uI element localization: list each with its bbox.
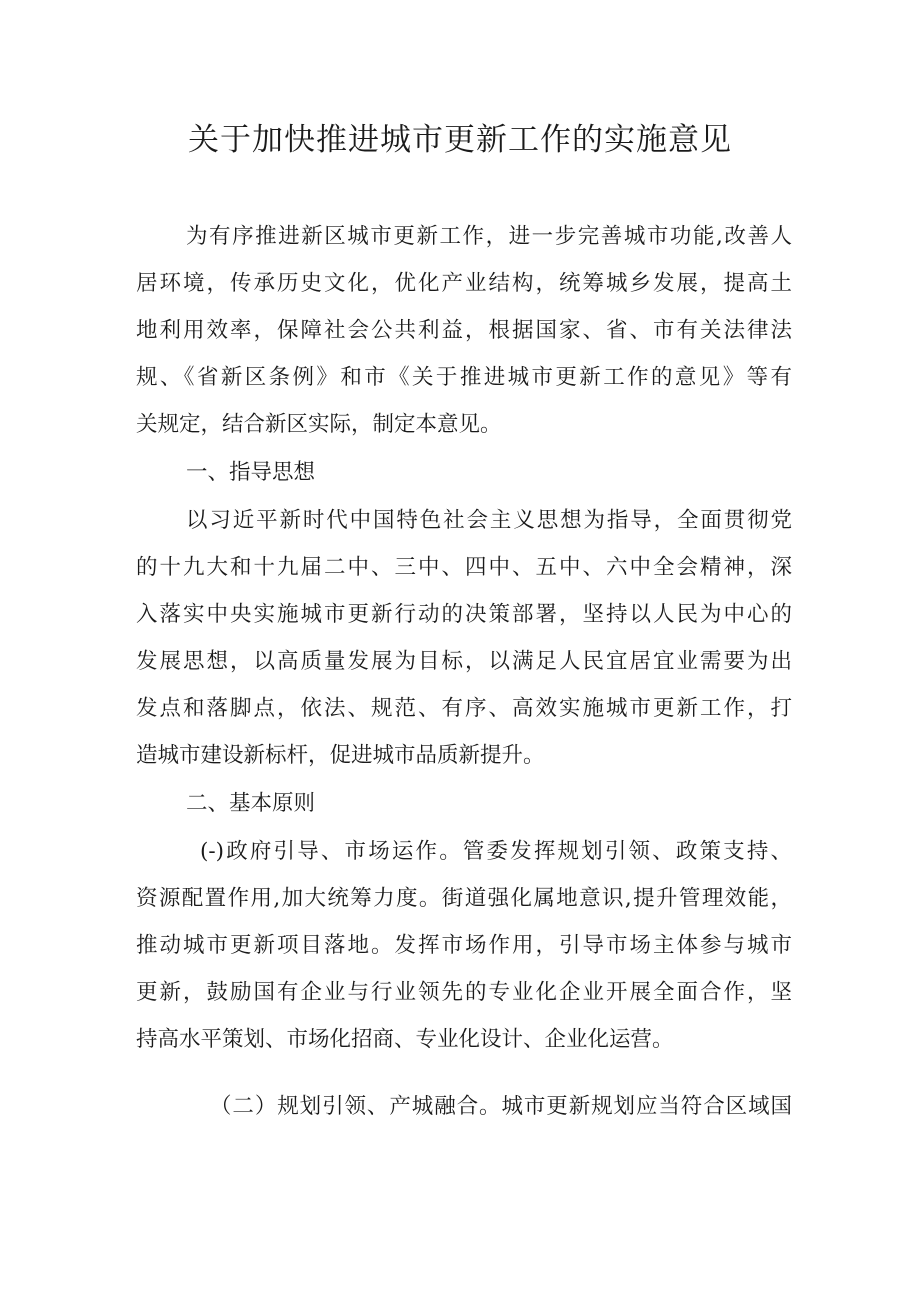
paragraph-line: 更新，鼓励国有企业与行业领先的专业化企业开展全面合作，坚: [136, 980, 792, 1005]
document-title: 关于加快推进城市更新工作的实施意见: [188, 122, 732, 158]
paragraph-line: 造城市建设新标杆，促进城市品质新提升。: [136, 743, 545, 768]
paragraph-line: 规、《省新区条例》和市《关于推进城市更新工作的意见》等有: [136, 365, 792, 390]
section-heading: 二、基本原则: [186, 791, 316, 816]
paragraph-line: 入落实中央实施城市更新行动的决策部署，坚持以人民为中心的: [136, 602, 792, 627]
paragraph-line: 关规定，结合新区实际，制定本意见。: [136, 412, 502, 437]
paragraph-line: 为有序推进新区城市更新工作，进一步完善城市功能,改善人: [186, 224, 792, 249]
section-heading: 一、指导思想: [186, 460, 316, 485]
paragraph-line: 发点和落脚点，依法、规范、有序、高效实施城市更新工作，打: [136, 696, 792, 721]
paragraph-line: （二）规划引领、产城融合。城市更新规划应当符合区域国: [210, 1094, 792, 1119]
paragraph-line: 发展思想，以高质量发展为目标，以满足人民宜居宜业需要为出: [136, 649, 792, 674]
paragraph-line: 的十九大和十九届二中、三中、四中、五中、六中全会精神，深: [136, 555, 792, 580]
paragraph-line: (-)政府引导、市场运作。管委发挥规划引领、政策支持、: [200, 839, 792, 864]
paragraph-line: 以习近平新时代中国特色社会主义思想为指导，全面贯彻党: [186, 508, 792, 533]
paragraph-line: 资源配置作用,加大统筹力度。街道强化属地意识,提升管理效能，: [136, 886, 792, 911]
paragraph-line: 居环境，传承历史文化，优化产业结构，统筹城乡发展，提高土: [136, 271, 792, 296]
paragraph-line: 地利用效率，保障社会公共利益，根据国家、省、市有关法律法: [136, 318, 792, 343]
paragraph-line: 推动城市更新项目落地。发挥市场作用，引导市场主体参与城市: [136, 933, 792, 958]
paragraph-line: 持高水平策划、市场化招商、专业化设计、企业化运营。: [136, 1027, 674, 1052]
